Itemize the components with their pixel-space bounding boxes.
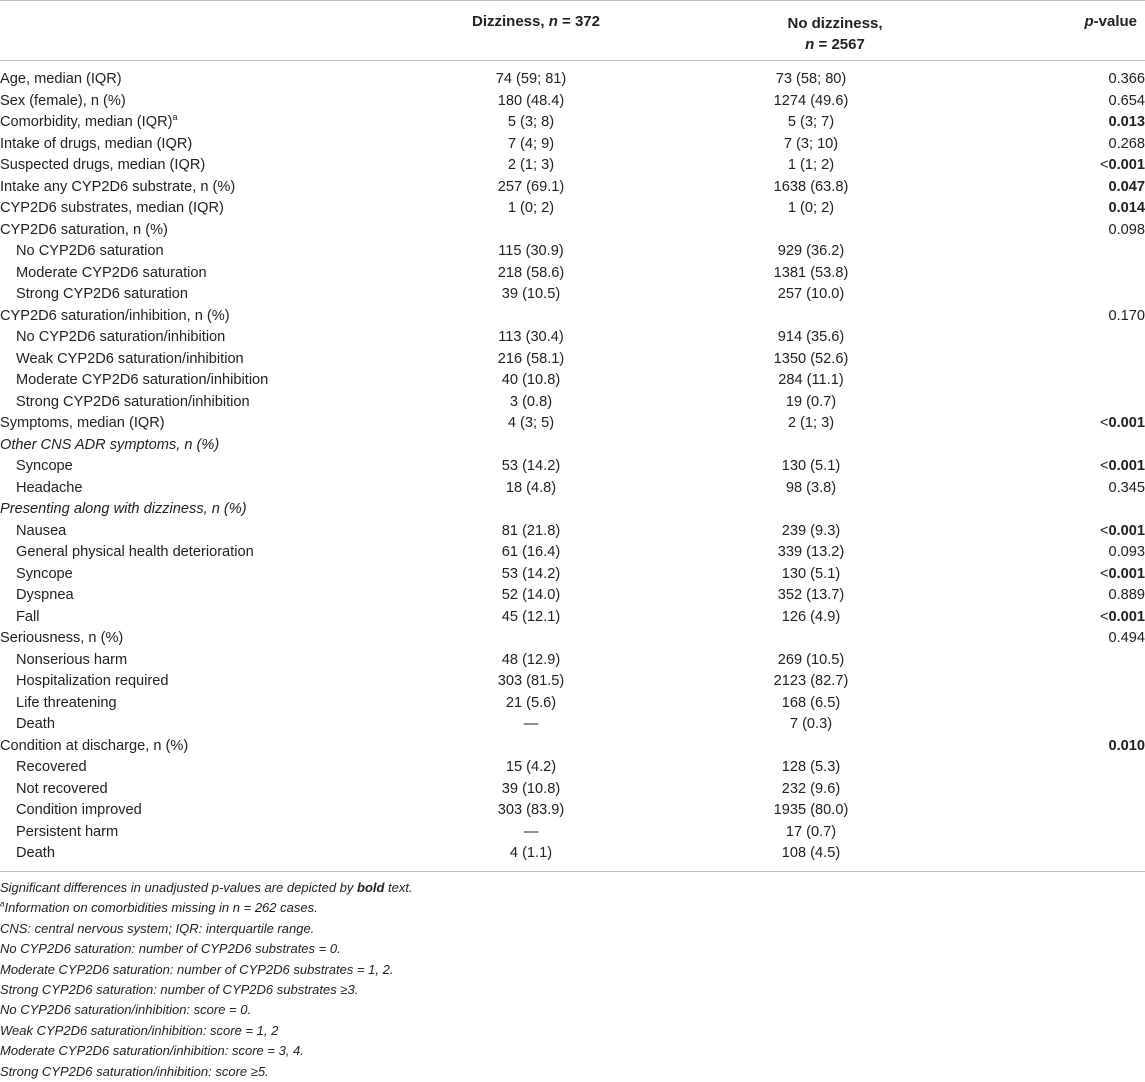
dizziness-value: 45 (12.1) — [501, 608, 561, 625]
row-label-text: No CYP2D6 saturation/inhibition — [16, 329, 226, 345]
no-dizziness-value: 1381 (53.8) — [773, 264, 849, 281]
row-label-text: Suspected drugs, median (IQR) — [0, 157, 206, 173]
dizziness-value — [416, 628, 646, 650]
p-value — [976, 521, 1145, 543]
p-value — [976, 327, 1145, 349]
row-label — [0, 843, 416, 865]
row-label — [0, 736, 416, 758]
table-row — [0, 822, 1145, 844]
no-dizziness-value: 1274 (49.6) — [773, 92, 849, 109]
footnote-line: Strong CYP2D6 saturation/inhibition: score ≥5. — [0, 1063, 269, 1079]
dizziness-value — [416, 306, 646, 328]
p-value-number: 0.001 — [1108, 415, 1145, 431]
dizziness-value: 113 (30.4) — [498, 329, 564, 345]
row-label-text: Weak CYP2D6 saturation/inhibition — [16, 350, 244, 367]
row-label — [0, 69, 416, 91]
no-dizziness-value: 914 (35.6) — [777, 329, 845, 345]
row-label-text: Headache — [16, 479, 83, 496]
table-row — [0, 306, 1145, 328]
row-label — [0, 650, 416, 672]
dizziness-value — [416, 435, 646, 457]
p-value — [976, 435, 1145, 457]
row-label — [0, 671, 416, 693]
no-dizziness-value: 5 (3; 7) — [787, 114, 835, 130]
dizziness-value — [416, 220, 646, 242]
table-row — [0, 241, 1145, 263]
p-value-number: 0.014 — [1108, 200, 1145, 216]
no-dizziness-value: 1 (1; 2) — [787, 157, 835, 173]
dizziness-value: — — [523, 716, 539, 732]
p-value-number: 0.001 — [1108, 458, 1145, 474]
p-value-prefix: < — [1099, 522, 1109, 539]
p-value-number: 0.010 — [1108, 737, 1145, 754]
dizziness-value: 52 (14.0) — [501, 587, 561, 603]
row-label-text: Death — [16, 716, 55, 732]
row-label — [0, 263, 416, 285]
table-row — [0, 435, 1145, 457]
header-no-dizziness: No dizziness, n = 2567 — [787, 15, 883, 53]
p-value — [976, 843, 1145, 865]
table-row — [0, 607, 1145, 629]
p-value — [976, 800, 1145, 822]
row-label-text: Death — [16, 845, 55, 861]
row-label — [0, 607, 416, 629]
footnote-comorbidity: $^a$Information on comorbidities missing in n = 262 cases. — [0, 900, 318, 916]
p-value — [976, 91, 1145, 113]
no-dizziness-value: 17 (0.7) — [785, 823, 837, 840]
dizziness-value: 53 (14.2) — [501, 565, 561, 582]
footnote-line: Moderate CYP2D6 saturation: number of CYP2D6 substrates = 1, 2. — [0, 961, 394, 977]
no-dizziness-value: 73 (58; 80) — [775, 71, 847, 87]
p-value — [976, 822, 1145, 844]
p-value-number: 0.001 — [1108, 565, 1145, 582]
row-label-text: Strong CYP2D6 saturation/inhibition — [16, 393, 250, 410]
p-value — [976, 671, 1145, 693]
footnote-line: No CYP2D6 saturation: number of CYP2D6 substrates = 0. — [0, 941, 341, 957]
row-label-text: Comorbidity, median (IQR) — [0, 114, 173, 130]
no-dizziness-value: 130 (5.1) — [781, 565, 841, 582]
p-value-number: 0.001 — [1108, 522, 1145, 539]
row-label-text: General physical health deterioration — [16, 544, 254, 560]
table-row — [0, 650, 1145, 672]
table-row — [0, 736, 1145, 758]
row-label-text: CYP2D6 substrates, median (IQR) — [0, 200, 224, 216]
table-row — [0, 198, 1145, 220]
dizziness-value: 216 (58.1) — [497, 350, 565, 367]
p-value-number: 0.098 — [1108, 221, 1145, 238]
row-label-text: No CYP2D6 saturation — [16, 243, 164, 259]
table-row — [0, 499, 1145, 521]
p-value — [976, 370, 1145, 392]
dizziness-value: 40 (10.8) — [501, 372, 561, 388]
p-value — [976, 155, 1145, 177]
row-label-text: Moderate CYP2D6 saturation/inhibition — [16, 372, 269, 388]
dizziness-value: 1 (0; 2) — [507, 200, 555, 216]
row-label-text: Presenting along with dizziness, n (%) — [0, 501, 247, 517]
dizziness-value: 3 (0.8) — [509, 393, 553, 410]
p-value — [976, 263, 1145, 285]
dizziness-value: 61 (16.4) — [501, 544, 561, 560]
table-row — [0, 91, 1145, 113]
no-dizziness-value: 128 (5.3) — [781, 759, 841, 775]
no-dizziness-value: 7 (3; 10) — [783, 135, 839, 152]
row-label — [0, 241, 416, 263]
row-label — [0, 585, 416, 607]
row-label-text: Not recovered — [16, 780, 108, 797]
row-label-text: Life threatening — [16, 694, 117, 711]
table-header — [0, 0, 1145, 60]
row-label-text: Condition at discharge, n (%) — [0, 737, 189, 754]
dizziness-value: 115 (30.9) — [498, 243, 564, 259]
table-row — [0, 177, 1145, 199]
p-value-number: 0.001 — [1108, 608, 1145, 625]
dizziness-value: 5 (3; 8) — [507, 114, 555, 130]
no-dizziness-value: 269 (10.5) — [777, 651, 845, 668]
p-value — [976, 413, 1145, 435]
row-label — [0, 800, 416, 822]
row-label — [0, 91, 416, 113]
row-label — [0, 478, 416, 500]
p-value-number: 0.494 — [1108, 630, 1145, 646]
row-label — [0, 392, 416, 414]
dizziness-value: 218 (58.6) — [497, 264, 565, 281]
row-label — [0, 542, 416, 564]
p-value — [976, 456, 1145, 478]
p-value-prefix: < — [1099, 415, 1109, 431]
p-value-number: 0.001 — [1108, 157, 1145, 173]
table-row — [0, 521, 1145, 543]
p-value — [976, 306, 1145, 328]
row-label — [0, 779, 416, 801]
row-label — [0, 456, 416, 478]
table-row — [0, 478, 1145, 500]
p-value — [976, 241, 1145, 263]
p-value — [976, 349, 1145, 371]
no-dizziness-value: 1350 (52.6) — [773, 350, 849, 367]
row-label — [0, 349, 416, 371]
footer-rule — [0, 871, 1145, 872]
dizziness-value: 48 (12.9) — [501, 651, 561, 668]
p-value — [976, 585, 1145, 607]
p-value — [976, 564, 1145, 586]
row-label — [0, 757, 416, 779]
table-row — [0, 392, 1145, 414]
dizziness-value: 18 (4.8) — [505, 479, 557, 496]
no-dizziness-value — [646, 736, 976, 758]
no-dizziness-value — [646, 220, 976, 242]
dizziness-value: 7 (4; 9) — [507, 135, 555, 152]
dizziness-value: 81 (21.8) — [501, 522, 561, 539]
row-label — [0, 155, 416, 177]
no-dizziness-value: 168 (6.5) — [781, 694, 841, 711]
dizziness-value: 53 (14.2) — [501, 458, 561, 474]
no-dizziness-value: 352 (13.7) — [777, 587, 845, 603]
header-dizziness: Dizziness, n = 372 — [472, 13, 600, 30]
p-value — [976, 284, 1145, 306]
row-label — [0, 370, 416, 392]
row-label — [0, 521, 416, 543]
table-row — [0, 779, 1145, 801]
table-row — [0, 349, 1145, 371]
header-p-value: p-value — [1084, 13, 1137, 30]
dizziness-value: 74 (59; 81) — [495, 71, 567, 87]
row-label — [0, 693, 416, 715]
table-row — [0, 69, 1145, 91]
dizziness-value: 21 (5.6) — [505, 694, 557, 711]
no-dizziness-value: 232 (9.6) — [781, 780, 841, 797]
table-row — [0, 413, 1145, 435]
row-label — [0, 198, 416, 220]
table-row — [0, 693, 1145, 715]
p-value-number: 0.047 — [1108, 178, 1145, 195]
row-label — [0, 134, 416, 156]
row-label-text: Nonserious harm — [16, 651, 128, 668]
p-value-number: 0.345 — [1108, 479, 1145, 496]
row-label-text: Recovered — [16, 759, 87, 775]
table-row — [0, 800, 1145, 822]
p-value — [976, 112, 1145, 134]
footnote-significance: Significant differences in unadjusted p-values are depicted by bold text. — [0, 880, 413, 895]
p-value-number: 0.268 — [1108, 135, 1145, 152]
footnote-line: No CYP2D6 saturation/inhibition: score = 0. — [0, 1002, 252, 1018]
p-value — [976, 198, 1145, 220]
no-dizziness-value: 130 (5.1) — [781, 458, 841, 474]
table-row — [0, 284, 1145, 306]
table-row — [0, 843, 1145, 865]
no-dizziness-value: 929 (36.2) — [777, 243, 845, 259]
row-label-text: Symptoms, median (IQR) — [0, 415, 165, 431]
row-label — [0, 327, 416, 349]
table-row — [0, 327, 1145, 349]
dizziness-value: 303 (83.9) — [497, 802, 565, 818]
dizziness-value: 4 (1.1) — [509, 845, 553, 861]
dizziness-value: 15 (4.2) — [505, 759, 557, 775]
p-value — [976, 134, 1145, 156]
row-label-text: Intake of drugs, median (IQR) — [0, 135, 193, 152]
row-label — [0, 177, 416, 199]
row-label-text: Syncope — [16, 458, 73, 474]
table-row — [0, 155, 1145, 177]
row-label-text: CYP2D6 saturation/inhibition, n (%) — [0, 307, 230, 324]
dizziness-value: 180 (48.4) — [497, 92, 565, 109]
table-row — [0, 263, 1145, 285]
row-label-text: Nausea — [16, 522, 67, 539]
p-value — [976, 779, 1145, 801]
row-label — [0, 628, 416, 650]
row-label-text: Seriousness, n (%) — [0, 630, 124, 646]
no-dizziness-value: 108 (4.5) — [781, 845, 841, 861]
p-value — [976, 757, 1145, 779]
data-table — [0, 69, 1145, 865]
dizziness-value: 2 (1; 3) — [507, 157, 555, 173]
dizziness-value — [416, 499, 646, 521]
row-label-text: Persistent harm — [16, 823, 119, 840]
table-row — [0, 112, 1145, 134]
no-dizziness-value: 339 (13.2) — [777, 544, 845, 560]
row-label-text: CYP2D6 saturation, n (%) — [0, 221, 168, 238]
no-dizziness-value — [646, 499, 976, 521]
row-label — [0, 714, 416, 736]
no-dizziness-value — [646, 628, 976, 650]
dizziness-value: 39 (10.5) — [501, 286, 561, 302]
p-value — [976, 542, 1145, 564]
p-value — [976, 650, 1145, 672]
no-dizziness-value — [646, 306, 976, 328]
row-label-text: Moderate CYP2D6 saturation — [16, 264, 207, 281]
p-value-prefix: < — [1099, 458, 1109, 474]
p-value — [976, 714, 1145, 736]
row-label — [0, 435, 416, 457]
row-label — [0, 564, 416, 586]
dizziness-value: 39 (10.8) — [501, 780, 561, 797]
table-row — [0, 757, 1145, 779]
row-label — [0, 499, 416, 521]
row-label-text: Hospitalization required — [16, 673, 169, 689]
p-value-number: 0.170 — [1108, 307, 1145, 324]
row-label-text: Fall — [16, 608, 40, 625]
p-value — [976, 499, 1145, 521]
footnote-line: Moderate CYP2D6 saturation/inhibition: score = 3, 4. — [0, 1043, 304, 1059]
row-label — [0, 112, 416, 134]
no-dizziness-value: 1935 (80.0) — [773, 802, 849, 818]
header-rule — [0, 60, 1145, 61]
row-label-text: Condition improved — [16, 802, 142, 818]
p-value — [976, 693, 1145, 715]
no-dizziness-value: 284 (11.1) — [778, 372, 844, 388]
no-dizziness-value: 1638 (63.8) — [773, 178, 849, 195]
table-row — [0, 585, 1145, 607]
p-value-prefix: < — [1099, 565, 1109, 582]
dizziness-value: 257 (69.1) — [497, 178, 565, 195]
p-value-prefix: < — [1099, 608, 1109, 625]
table-row — [0, 542, 1145, 564]
no-dizziness-value: 1 (0; 2) — [787, 200, 835, 216]
table-row — [0, 714, 1145, 736]
table-footnotes — [0, 878, 1145, 1082]
row-label-text: Age, median (IQR) — [0, 71, 122, 87]
table-row — [0, 628, 1145, 650]
p-value — [976, 220, 1145, 242]
footnote-marker: a — [172, 112, 178, 123]
row-label-text: Sex (female), n (%) — [0, 92, 126, 109]
p-value-number: 0.093 — [1108, 544, 1145, 560]
p-value-number: 0.366 — [1108, 71, 1145, 87]
row-label-text: Other CNS ADR symptoms, n (%) — [0, 436, 220, 453]
table-row — [0, 671, 1145, 693]
p-value — [976, 628, 1145, 650]
row-label — [0, 284, 416, 306]
table-row — [0, 564, 1145, 586]
p-value — [976, 478, 1145, 500]
p-value-number: 0.889 — [1108, 587, 1145, 603]
row-label-text: Syncope — [16, 565, 73, 582]
row-label-text: Dyspnea — [16, 587, 74, 603]
table-row — [0, 456, 1145, 478]
footnote-line: Weak CYP2D6 saturation/inhibition: score = 1, 2 — [0, 1022, 279, 1038]
row-label — [0, 413, 416, 435]
p-value — [976, 177, 1145, 199]
no-dizziness-value: 126 (4.9) — [781, 608, 841, 625]
footnote-line: Strong CYP2D6 saturation: number of CYP2D6 substrates ≥3. — [0, 981, 359, 997]
p-value — [976, 607, 1145, 629]
no-dizziness-value: 98 (3.8) — [785, 479, 837, 496]
dizziness-value: 303 (81.5) — [497, 673, 565, 689]
table-row — [0, 134, 1145, 156]
no-dizziness-value: 239 (9.3) — [781, 522, 841, 539]
row-label-text: Intake any CYP2D6 substrate, n (%) — [0, 178, 236, 195]
table-row — [0, 370, 1145, 392]
dizziness-value — [416, 736, 646, 758]
p-value — [976, 736, 1145, 758]
p-value — [976, 392, 1145, 414]
no-dizziness-value: 19 (0.7) — [785, 393, 837, 410]
row-label — [0, 822, 416, 844]
dizziness-value: 4 (3; 5) — [507, 415, 555, 431]
p-value-number: 0.654 — [1108, 92, 1145, 109]
p-value — [976, 69, 1145, 91]
no-dizziness-value — [646, 435, 976, 457]
row-label-text: Strong CYP2D6 saturation — [16, 286, 188, 302]
p-value-prefix: < — [1099, 157, 1109, 173]
p-value-number: 0.013 — [1108, 114, 1145, 130]
row-label — [0, 220, 416, 242]
no-dizziness-value: 2 (1; 3) — [787, 415, 835, 431]
no-dizziness-value: 257 (10.0) — [777, 286, 845, 302]
dizziness-value: — — [523, 823, 539, 840]
row-label — [0, 306, 416, 328]
no-dizziness-value: 2123 (82.7) — [773, 673, 849, 689]
no-dizziness-value: 7 (0.3) — [789, 716, 833, 732]
footnote-line: CNS: central nervous system; IQR: interquartile range. — [0, 920, 315, 936]
table-row — [0, 220, 1145, 242]
